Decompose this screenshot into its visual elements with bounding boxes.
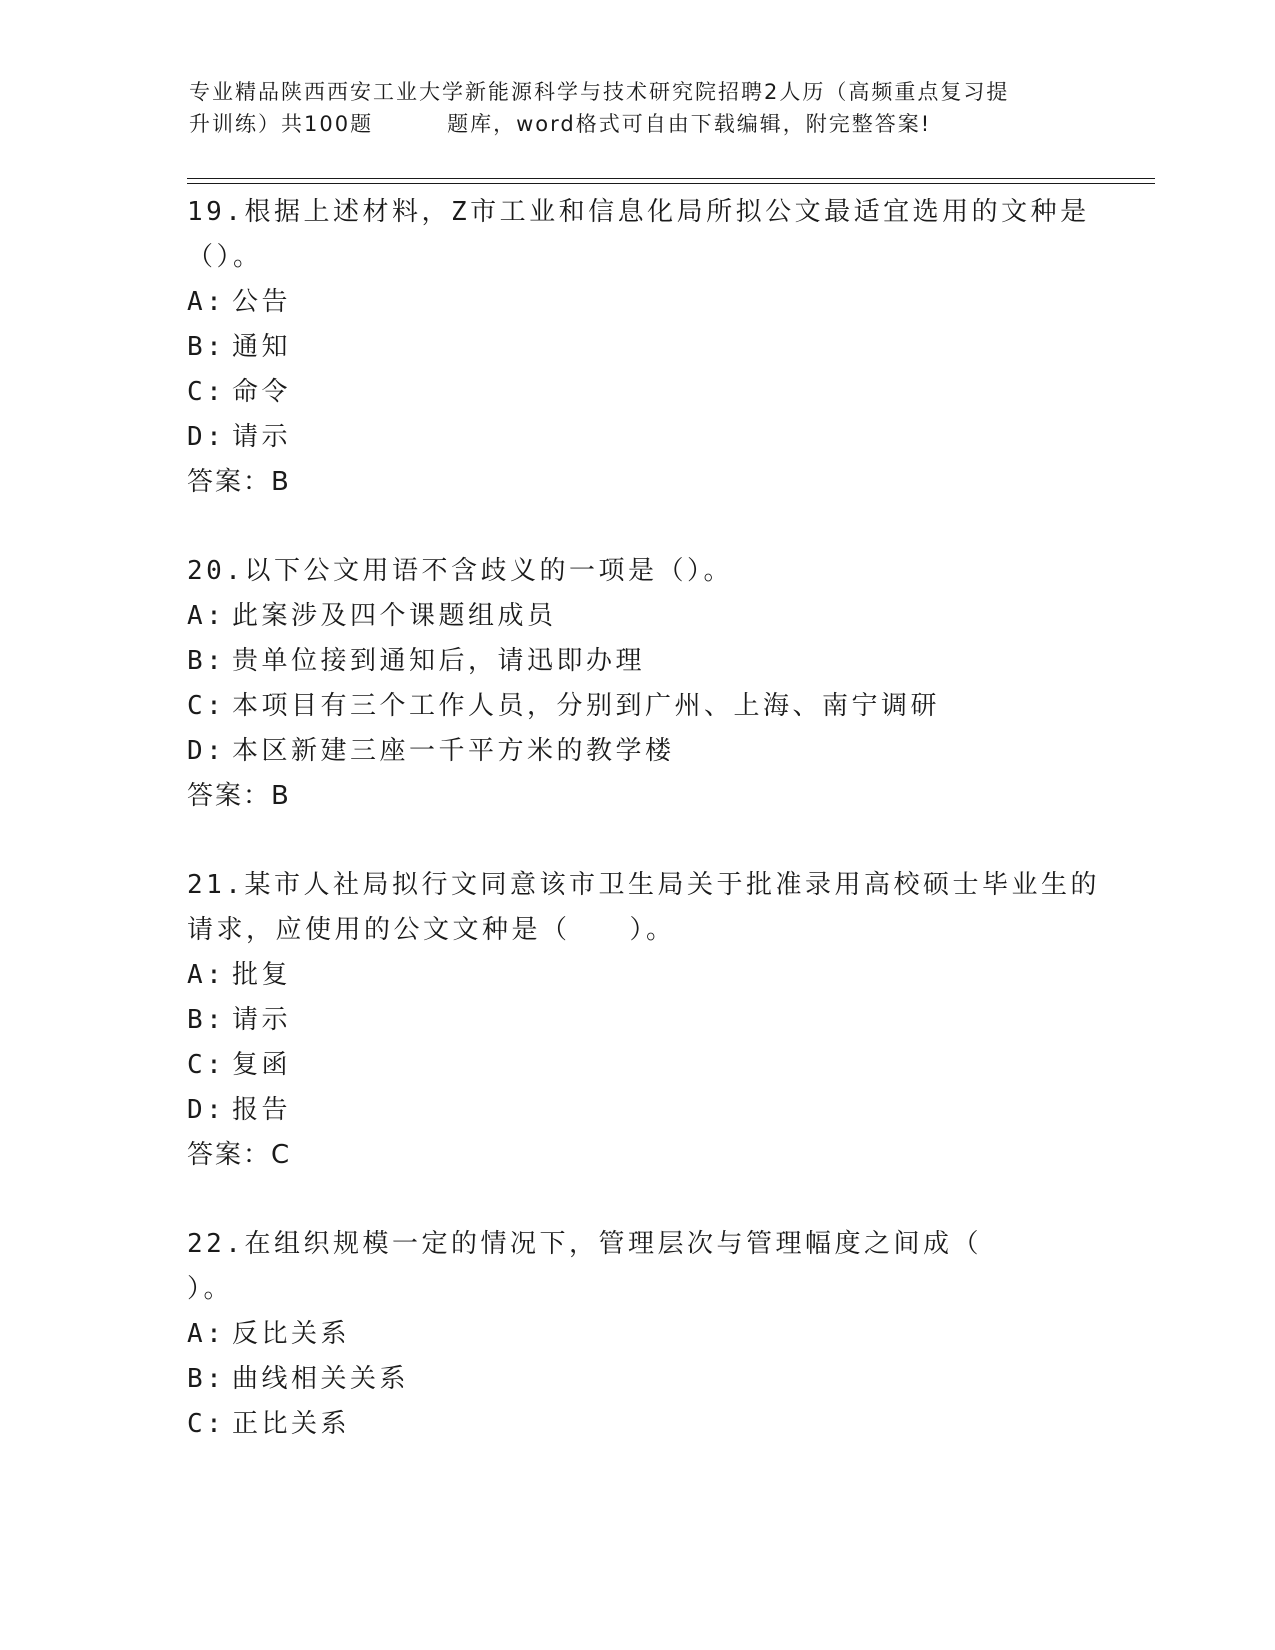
option-d	[187, 415, 1087, 460]
question-text-line: 21.某市人社局拟行文同意该市卫生局关于批准录用高校硕士毕业生的	[187, 870, 1100, 900]
option-text: 请示	[232, 422, 292, 452]
option-letter: A:	[187, 960, 226, 990]
option-letter: B:	[187, 1005, 226, 1035]
option-text: 批复	[232, 960, 292, 990]
question-list	[187, 190, 1100, 1447]
option-text: 通知	[232, 332, 292, 362]
header-line-1: 专业精品陕西西安工业大学新能源科学与技术研究院招聘2人历（高频重点复习提	[189, 80, 1010, 104]
question-21	[187, 863, 1100, 1178]
option-letter: C:	[187, 1409, 226, 1439]
question-text	[187, 1222, 1087, 1312]
option-a	[187, 594, 1087, 639]
question-text-line: ）。	[187, 1274, 234, 1304]
question-19	[187, 190, 1090, 505]
option-text: 此案涉及四个课题组成员	[232, 601, 557, 631]
option-letter: B:	[187, 1364, 226, 1394]
option-d	[187, 729, 1087, 774]
option-letter: D:	[187, 1095, 226, 1125]
option-a	[187, 953, 1087, 998]
option-letter: B:	[187, 332, 226, 362]
option-b	[187, 325, 1087, 370]
option-text: 贵单位接到通知后，请迅即办理	[232, 646, 646, 676]
option-letter: D:	[187, 736, 226, 766]
question-text-line: （）。	[187, 242, 263, 272]
option-text: 反比关系	[232, 1319, 351, 1349]
option-b	[187, 639, 1087, 684]
option-letter: A:	[187, 601, 226, 631]
option-text: 本项目有三个工作人员，分别到广州、上海、南宁调研	[232, 691, 941, 721]
option-text: 复函	[232, 1050, 292, 1080]
option-text: 请示	[232, 1005, 292, 1035]
option-letter: A:	[187, 1319, 226, 1349]
question-20	[187, 549, 1087, 819]
option-text: 本区新建三座一千平方米的教学楼	[232, 736, 675, 766]
option-d	[187, 1088, 1087, 1133]
question-text	[187, 549, 1087, 594]
option-text: 报告	[232, 1095, 292, 1125]
option-text: 公告	[232, 287, 292, 317]
header-line-2-right: 题库，word格式可自由下载编辑，附完整答案!	[447, 112, 932, 136]
option-letter: B:	[187, 646, 226, 676]
option-c	[187, 1043, 1087, 1088]
question-text-line: 20.以下公文用语不含歧义的一项是（）。	[187, 556, 733, 586]
header-divider-top	[187, 178, 1155, 179]
option-letter: C:	[187, 377, 226, 407]
question-text-line: 22.在组织规模一定的情况下，管理层次与管理幅度之间成（	[187, 1229, 982, 1259]
answer-line: 答案：B	[187, 781, 291, 811]
question-text-line: 请求，应使用的公文文种是（ ）。	[187, 915, 676, 945]
question-22	[187, 1222, 1087, 1447]
option-c	[187, 684, 1087, 729]
header-divider-bottom	[187, 183, 1155, 184]
option-letter: A:	[187, 287, 226, 317]
document-header	[189, 76, 1099, 140]
option-letter: D:	[187, 422, 226, 452]
header-line-2-left: 升训练）共100题	[189, 112, 374, 136]
option-c	[187, 1402, 1087, 1447]
option-text: 命令	[232, 377, 292, 407]
question-text	[187, 190, 1090, 280]
question-text-line: 19.根据上述材料，Z市工业和信息化局所拟公文最适宜选用的文种是	[187, 197, 1090, 227]
option-text: 曲线相关关系	[232, 1364, 410, 1394]
option-b	[187, 1357, 1087, 1402]
option-b	[187, 998, 1087, 1043]
answer-line: 答案：B	[187, 467, 291, 497]
option-a	[187, 280, 1087, 325]
question-text	[187, 863, 1100, 953]
option-a	[187, 1312, 1087, 1357]
header-line-2	[189, 108, 1099, 140]
option-c	[187, 370, 1087, 415]
answer-line: 答案：C	[187, 1140, 292, 1170]
option-letter: C:	[187, 691, 226, 721]
option-text: 正比关系	[232, 1409, 351, 1439]
option-letter: C:	[187, 1050, 226, 1080]
